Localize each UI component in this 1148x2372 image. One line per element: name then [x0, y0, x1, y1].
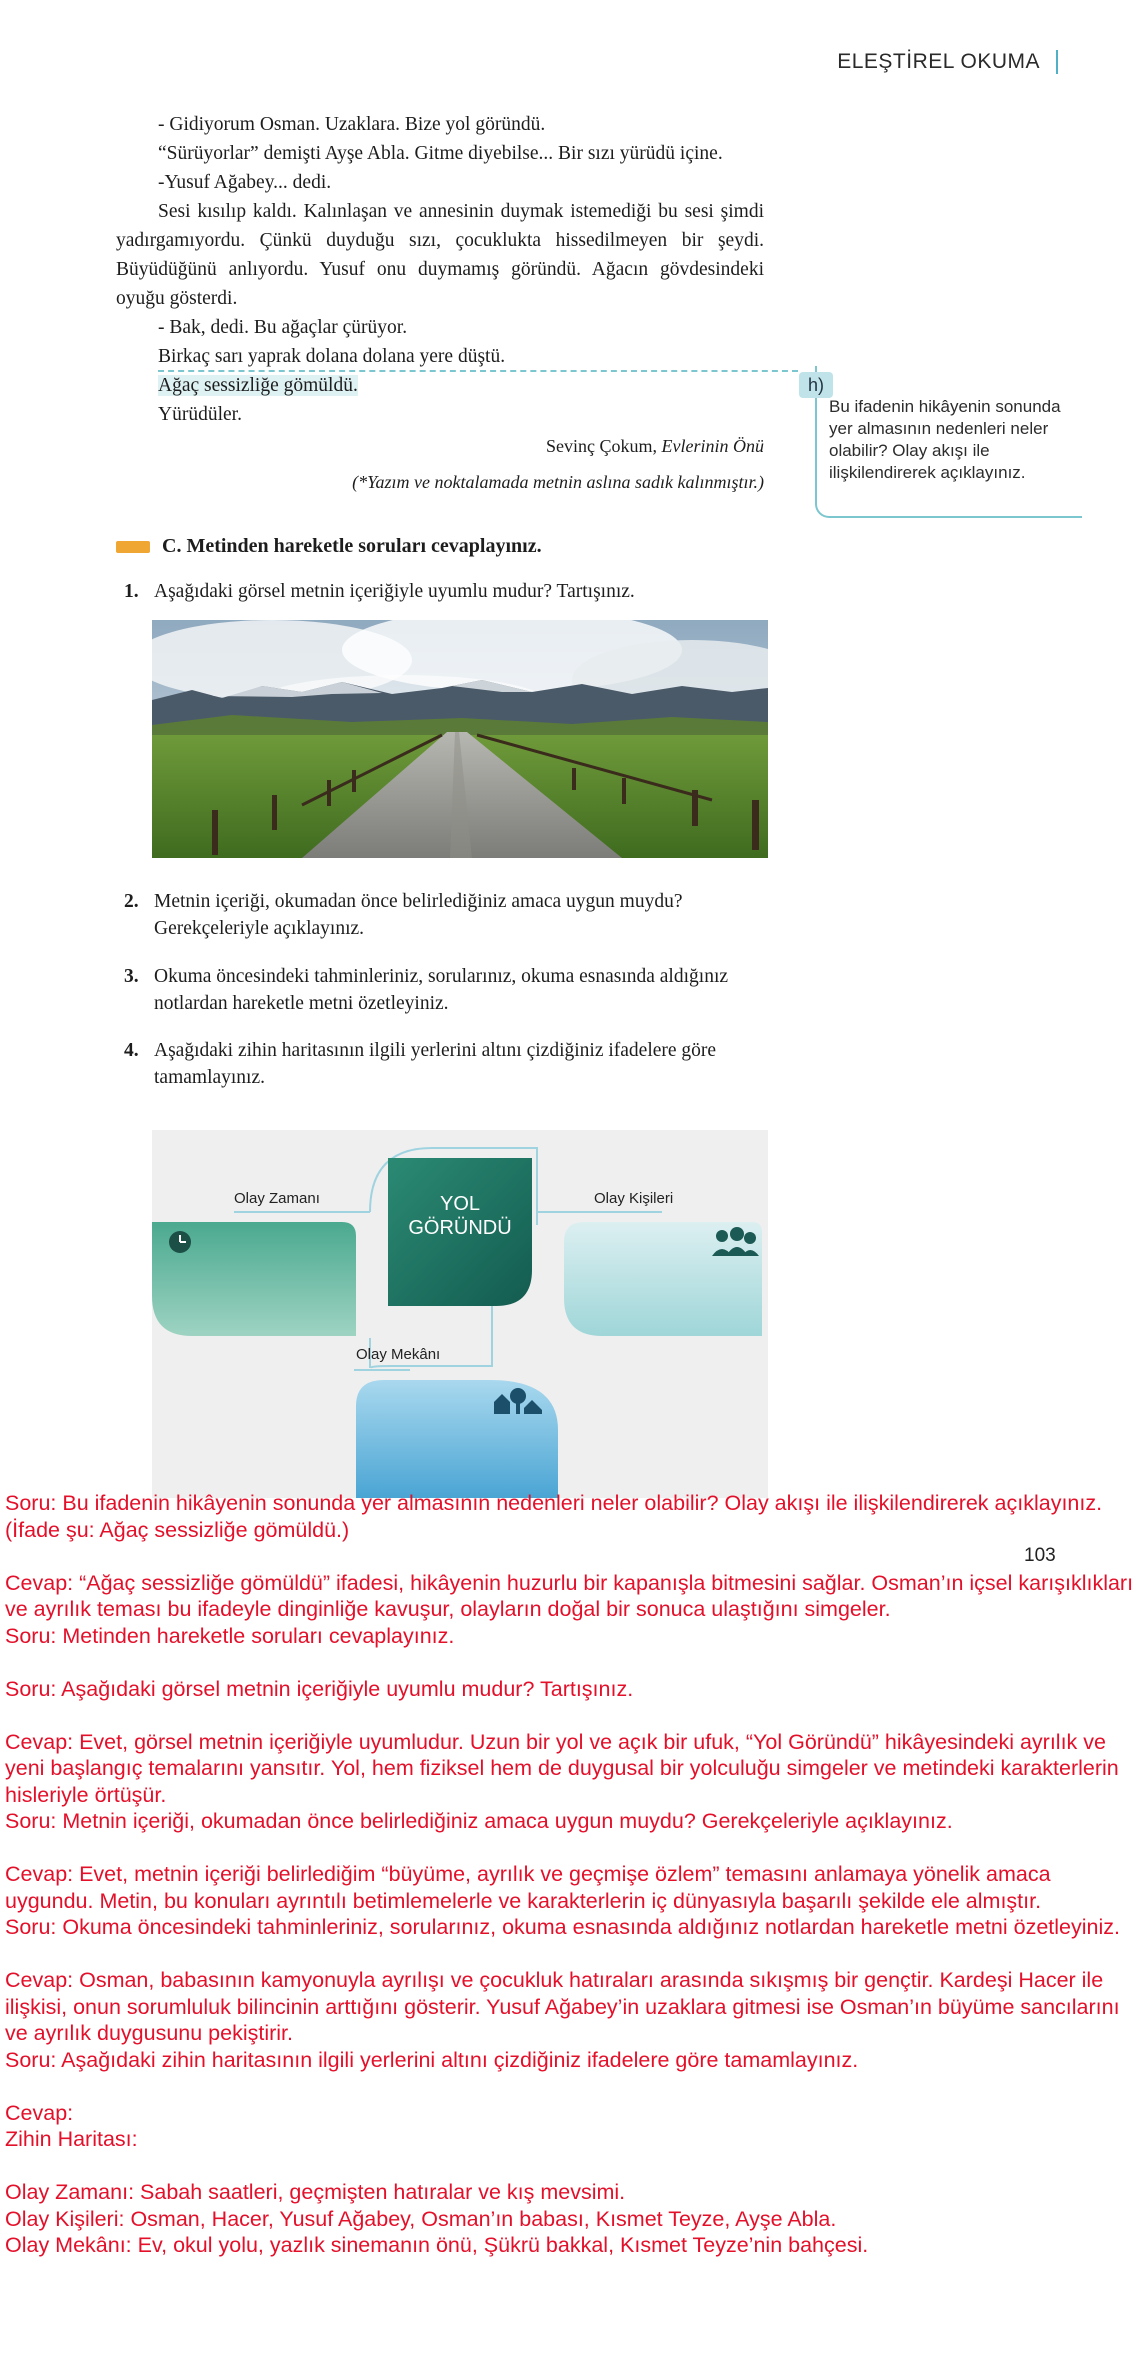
source-note-text: (*Yazım ve noktalamada metnin aslına sadık kalınmıştır.) [352, 472, 764, 492]
question-number: 1. [124, 581, 139, 602]
story-source [116, 436, 764, 457]
story-line: Yürüdüler. [158, 404, 242, 425]
answer-spacer [5, 1543, 1143, 1570]
story-line: Birkaç sarı yaprak dolana dolana yere düştü. [158, 346, 506, 367]
answers-block [5, 1490, 1143, 2259]
answer-spacer [5, 1649, 1143, 1676]
answer-text: Olay Kişileri: Osman, Hacer, Yusuf Ağabey, Osman’ın babası, Kısmet Teyze, Ayşe Abla. [5, 2206, 837, 2231]
answer-text: Cevap: [5, 2100, 74, 2125]
question-3 [124, 963, 774, 1017]
answer-text: Cevap: Evet, görsel metnin içeriğiyle uyumludur. Uzun bir yol ve açık bir ufuk, “Yol Göründü” hikâyesindeki ayrılık ve yeni başlangıç temalarını yansıtır. Yol, hem fiziksel hem de duygusal bir yolculuğu simgeler ve metindeki karakterlerin hisleriyle örtüşür. [5, 1729, 1119, 1807]
answer-question: Soru: Aşağıdaki görsel metnin içeriğiyle uyumlu mudur? Tartışınız. [5, 1676, 634, 1701]
mind-map-center [388, 1192, 532, 1240]
section-c-heading [116, 535, 542, 558]
question-text: Okuma öncesindeki tahminleriniz, sorularınız, okuma esnasında aldığınız notlardan hareketle metni özetleyiniz. [154, 966, 729, 1014]
answer-question: Soru: Metinden hareketle soruları cevaplayınız. [5, 1623, 455, 1648]
answer-spacer [5, 2073, 1143, 2100]
answer-text: Olay Zamanı: Sabah saatleri, geçmişten hatıralar ve kış mevsimi. [5, 2180, 626, 2204]
highlighted-sentence [116, 371, 764, 400]
mind-map-center-line: YOL [439, 1193, 481, 1215]
mind-map [152, 1130, 768, 1498]
answer-spacer [5, 1941, 1143, 1968]
highlighted-sentence-text: Ağaç sessizliğe gömüldü. [158, 375, 358, 396]
story-line: - Bak, dedi. Bu ağaçlar çürüyor. [158, 317, 408, 338]
question-1 [124, 578, 774, 605]
answer-spacer [5, 2153, 1143, 2180]
event-time-label: Olay Zamanı [234, 1190, 320, 1207]
work-title: Evlerinin Önü [661, 436, 764, 456]
road-landscape-photo [152, 620, 768, 858]
question-2 [124, 888, 774, 942]
story-line: -Yusuf Ağabey... dedi. [158, 172, 332, 193]
question-text: Aşağıdaki görsel metnin içeriğiyle uyumlu mudur? Tartışınız. [154, 581, 635, 602]
answer-text: Cevap: Evet, metnin içeriği belirlediğim “büyüme, ayrılık ve geçmişe özlem” temasını anlamaya yönelik amaca uygundu. Metin, bu konuları ayrıntılı betimlemelerle ve karakterlerin iç dünyasıyla başarılı şekilde ele almıştır. [5, 1862, 1051, 1913]
answer-spacer [5, 1835, 1143, 1862]
story-line: - Gidiyorum Osman. Uzaklara. Bize yol göründü. [158, 114, 546, 135]
author-name: Sevinç Çokum, [546, 436, 658, 456]
answer-text: Cevap: Osman, babasının kamyonuyla ayrılışı ve çocukluk hatıraları arasında sıkışmış bir gençtir. Kardeşi Hacer ile ilişkisi, onun sorumluluk bilincinin arttığını gösterir. Yusuf Ağabey’in uzaklara gitmesi ise Osman’ın büyüme sancılarını ve ayrılık duygusunu pekiştirir. [5, 1968, 1120, 2045]
question-text: Metnin içeriği, okumadan önce belirlediğiniz amaca uygun muydu? Gerekçeleriyle açıklayınız. [154, 891, 683, 939]
answer-text: Olay Mekânı: Ev, okul yolu, yazlık sinemanın önü, Şükrü bakkal, Kısmet Teyze’nin bahçesi. [5, 2233, 869, 2257]
question-number: 2. [124, 891, 139, 912]
answer-question: Soru: Bu ifadenin hikâyenin sonunda yer almasının nedenleri neler olabilir? Olay akışı ile ilişkilendirerek açıklayınız. (İfade şu: Ağaç sessizliğe gömüldü.) [5, 1491, 1103, 1542]
question-number: 4. [124, 1040, 139, 1061]
event-people-label: Olay Kişileri [594, 1190, 674, 1207]
story-line: “Sürüyorlar” demişti Ayşe Abla. Gitme diyebilse... Bir sızı yürüdü içine. [158, 143, 723, 164]
page-number: 103 [1024, 1545, 1056, 1566]
answer-text: Zihin Haritası: [5, 2127, 138, 2151]
answer-text: Cevap: “Ağaç sessizliğe gömüldü” ifadesi, hikâyenin huzurlu bir kapanışla bitmesini sağlar. Osman’ın içsel karışıklıkları ve ayrılık teması bu ifadeyle dinginliğe kavuşur, olayların doğal bir sonuca ulaştığını simgeler. [5, 1570, 1134, 1621]
side-question-text: Bu ifadenin hikâyenin sonunda yer almasının nedenleri neler olabilir? Olay akışı ile ilişkilendirerek açıklayınız. [829, 397, 1061, 482]
answer-question: Soru: Okuma öncesindeki tahminleriniz, sorularınız, okuma esnasında aldığınız notlardan hareketle metni özetleyiniz. [5, 1915, 1120, 1939]
story-excerpt [116, 110, 764, 429]
mind-map-graphic [152, 1130, 768, 1498]
section-c-title: C. Metinden hareketle soruları cevaplayınız. [162, 535, 542, 557]
question-number: 3. [124, 966, 139, 987]
dashed-connector [158, 370, 798, 372]
answer-spacer [5, 1702, 1143, 1729]
event-place-label: Olay Mekânı [356, 1346, 441, 1363]
side-question-tag: h) [799, 372, 833, 398]
road-photo-illustration [152, 620, 768, 858]
answer-question: Soru: Aşağıdaki zihin haritasının ilgili yerlerini altını çizdiğiniz ifadelere göre tamamlayınız. [5, 2047, 859, 2072]
question-text: Aşağıdaki zihin haritasının ilgili yerlerini altını çizdiğiniz ifadelere göre tamamlayınız. [154, 1040, 717, 1088]
section-marker-icon [116, 541, 150, 553]
page-header: ELEŞTİREL OKUMA [837, 50, 1058, 74]
question-4 [124, 1037, 774, 1091]
source-note [116, 472, 764, 493]
side-question-box [807, 366, 1082, 518]
story-line: Sesi kısılıp kaldı. Kalınlaşan ve annesinin duymak istemediği bu sesi şimdi yadırgamıyordu. Çünkü duyduğu sızı, çocuklukta hissedilmeyen bir şeydi. Büyüdüğünü anlıyordu. Yusuf onu duymamış göründü. Ağacın gövdesindeki oyuğu gösterdi. [116, 201, 764, 309]
answer-question: Soru: Metnin içeriği, okumadan önce belirlediğiniz amaca uygun muydu? Gerekçeleriyle açıklayınız. [5, 1809, 953, 1833]
clock-icon [169, 1231, 191, 1253]
mind-map-center-line: GÖRÜNDÜ [408, 1217, 512, 1239]
